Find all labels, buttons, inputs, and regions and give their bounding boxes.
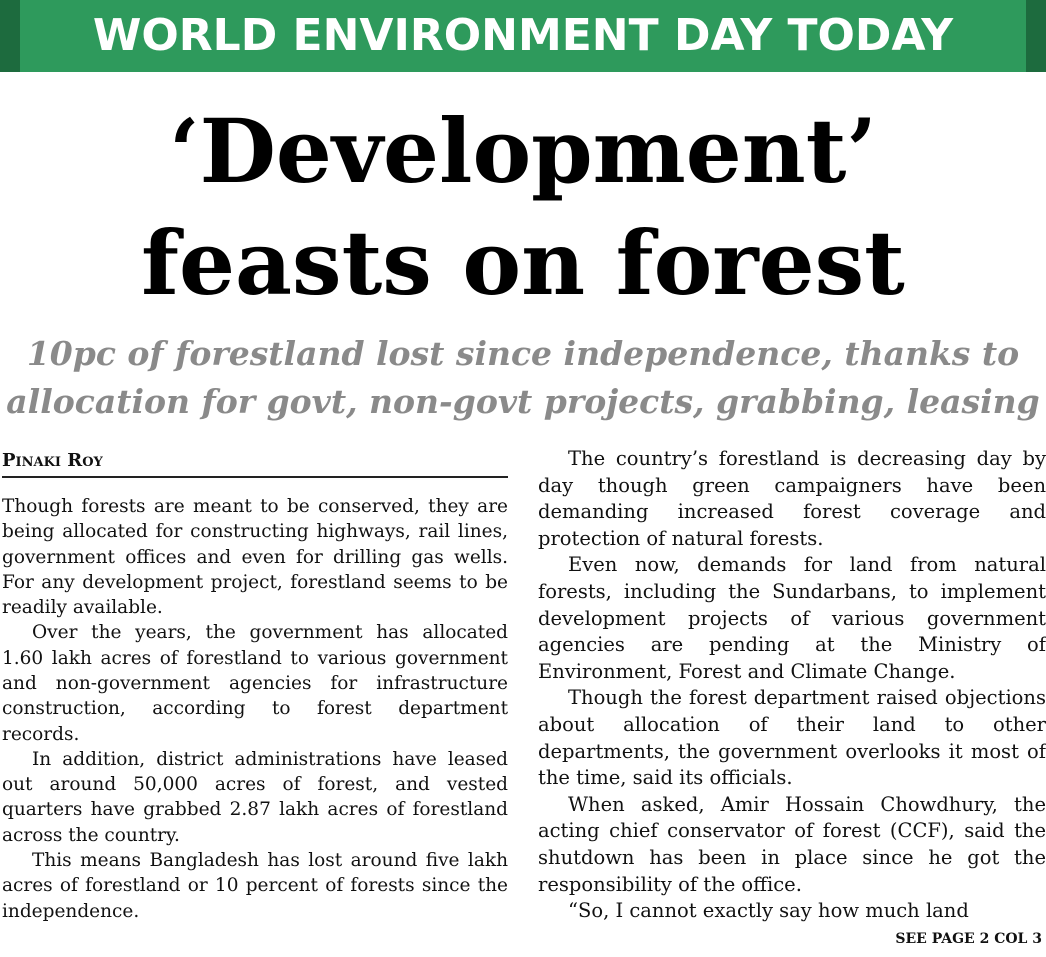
paragraph: In addition, district administrations have leased out around 50,000 acres of forest, and vested quarters have grabbed 2.87 lakh acres of forestland across the country. [2,748,508,846]
paragraph: When asked, Amir Hossain Chowdhury, the acting chief conservator of forest (CCF), said the shutdown has been in place since he got the responsibility of the office. [538,792,1046,896]
banner-title: WORLD ENVIRONMENT DAY TODAY [92,10,954,61]
banner-edge-right [1026,0,1046,72]
banner-edge-left [0,0,20,72]
paragraph: Even now, demands for land from natural forests, including the Sundarbans, to implement development projects of various government agencies are pending at the Ministry of Environment, Forest and Climate Change. [538,553,1046,683]
article-column-left [2,494,508,924]
subheadline-line-1: 10pc of forestland lost since independence, thanks to [26,334,1020,373]
continuation-note[interactable]: SEE PAGE 2 COL 3 [895,931,1042,947]
paragraph: “So, I cannot exactly say how much land [568,899,969,923]
subheadline-line-2: allocation for govt, non-govt projects, grabbing, leasing [6,382,1040,421]
paragraph: This means Bangladesh has lost around five lakh acres of forestland or 10 percent of forests since the independence. [2,849,508,922]
paragraph: Though forests are meant to be conserved, they are being allocated for constructing highways, rail lines, government offices and even for drilling gas wells. For any development project, forestland seems to be readily available. [2,496,508,619]
section-banner [0,0,1046,72]
headline-line-1: ‘Development’ [168,99,878,203]
article-column-right [538,446,1046,925]
byline: Pinaki Roy [2,448,508,478]
paragraph: Over the years, the government has allocated 1.60 lakh acres of forestland to various government and non-government agencies for infrastructure construction, according to forest department records. [2,622,508,745]
paragraph: Though the forest department raised objections about allocation of their land to other departments, the government overlooks it most of the time, said its officials. [538,686,1046,790]
paragraph: The country’s forestland is decreasing day by day though green campaigners have been demanding increased forest coverage and protection of natural forests. [538,447,1046,550]
headline-line-2: feasts on forest [141,211,905,315]
